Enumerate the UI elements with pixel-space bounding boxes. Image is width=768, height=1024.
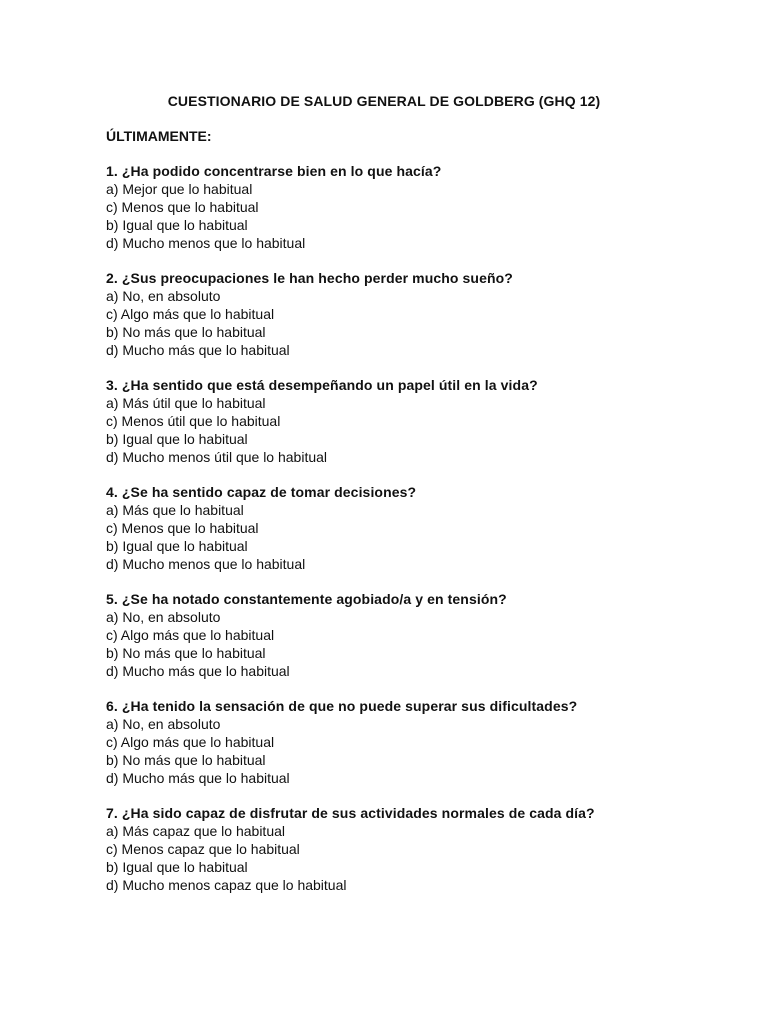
question-text: 6. ¿Ha tenido la sensación de que no puede superar sus dificultades? — [106, 698, 578, 714]
answer-option: d) Mucho menos útil que lo habitual — [106, 449, 328, 465]
answer-options — [106, 822, 706, 894]
answer-option: a) Mejor que lo habitual — [106, 181, 253, 197]
answer-option: b) Igual que lo habitual — [106, 538, 248, 554]
answer-option: b) No más que lo habitual — [106, 645, 266, 661]
question-4 — [106, 483, 706, 573]
question-5 — [106, 590, 706, 680]
answer-options — [106, 715, 706, 787]
question-text: 2. ¿Sus preocupaciones le han hecho perder mucho sueño? — [106, 270, 513, 286]
question-6 — [106, 697, 706, 787]
answer-option: c) Algo más que lo habitual — [106, 306, 275, 322]
question-text: 3. ¿Ha sentido que está desempeñando un papel útil en la vida? — [106, 377, 538, 393]
answer-option: c) Menos capaz que lo habitual — [106, 841, 300, 857]
answer-option: b) No más que lo habitual — [106, 324, 266, 340]
answer-option: c) Menos útil que lo habitual — [106, 413, 281, 429]
question-text: 5. ¿Se ha notado constantemente agobiado/a y en tensión? — [106, 591, 507, 607]
answer-option: d) Mucho menos que lo habitual — [106, 556, 306, 572]
question-text: 4. ¿Se ha sentido capaz de tomar decisiones? — [106, 484, 417, 500]
section-subtitle: ÚLTIMAMENTE: — [106, 128, 212, 144]
answer-option: b) No más que lo habitual — [106, 752, 266, 768]
question-text: 7. ¿Ha sido capaz de disfrutar de sus actividades normales de cada día? — [106, 805, 595, 821]
answer-option: c) Algo más que lo habitual — [106, 734, 275, 750]
answer-option: a) Más capaz que lo habitual — [106, 823, 285, 839]
answer-option: b) Igual que lo habitual — [106, 859, 248, 875]
answer-option: c) Algo más que lo habitual — [106, 627, 275, 643]
question-1 — [106, 162, 706, 252]
answer-option: d) Mucho menos que lo habitual — [106, 235, 306, 251]
answer-options — [106, 608, 706, 680]
question-text: 1. ¿Ha podido concentrarse bien en lo que hacía? — [106, 163, 442, 179]
answer-option: d) Mucho más que lo habitual — [106, 342, 290, 358]
answer-option: b) Igual que lo habitual — [106, 431, 248, 447]
answer-options — [106, 501, 706, 573]
answer-option: a) No, en absoluto — [106, 716, 221, 732]
answer-option: a) Más útil que lo habitual — [106, 395, 266, 411]
document-title: CUESTIONARIO DE SALUD GENERAL DE GOLDBERG (GHQ 12) — [167, 93, 601, 109]
answer-options — [106, 287, 706, 359]
answer-options — [106, 180, 706, 252]
answer-option: d) Mucho más que lo habitual — [106, 770, 290, 786]
answer-option: d) Mucho menos capaz que lo habitual — [106, 877, 347, 893]
answer-option: c) Menos que lo habitual — [106, 199, 259, 215]
question-3 — [106, 376, 706, 466]
answer-option: d) Mucho más que lo habitual — [106, 663, 290, 679]
answer-option: a) No, en absoluto — [106, 609, 221, 625]
answer-option: c) Menos que lo habitual — [106, 520, 259, 536]
answer-option: b) Igual que lo habitual — [106, 217, 248, 233]
answer-option: a) No, en absoluto — [106, 288, 221, 304]
answer-option: a) Más que lo habitual — [106, 502, 244, 518]
question-7 — [106, 804, 706, 894]
question-2 — [106, 269, 706, 359]
answer-options — [106, 394, 706, 466]
